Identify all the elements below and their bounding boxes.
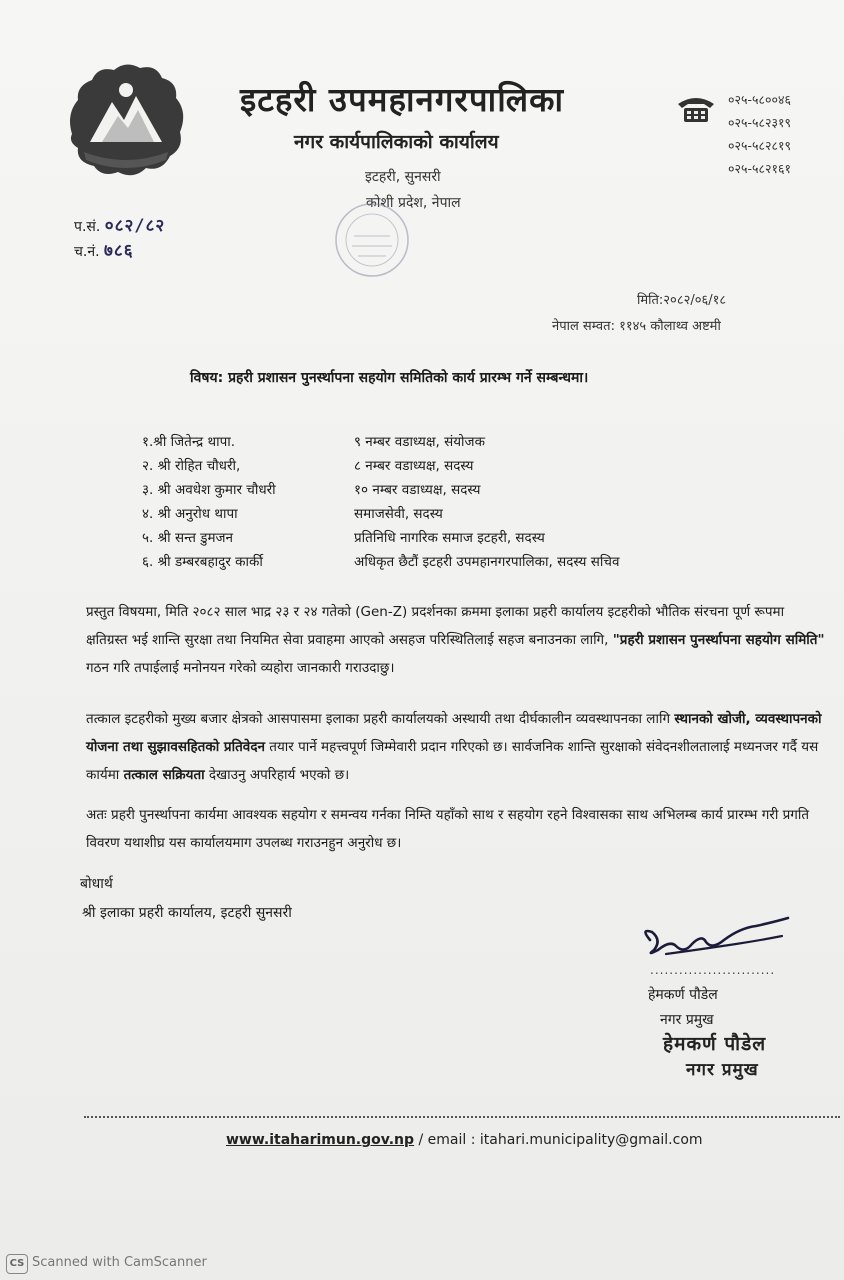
signatory-name: हेमकर्ण पौडेल (648, 987, 718, 1003)
paragraph-emphasis: स्थानको खोजी, व्यवस्थापनको योजना तथा सुझावसहितको प्रतिवेदन (86, 711, 822, 755)
website-link[interactable]: www.itaharimun.gov.np (226, 1132, 415, 1148)
signatory-stamp-name: हेमकर्ण पौडेल (663, 1033, 767, 1055)
ps-value: ०८२/८२ (104, 216, 166, 236)
paragraph-text: प्रस्तुत विषयमा, मिति २०८२ साल भाद्र २३ र २४ गतेको (Gen-Z) प्रदर्शनका क्रममा इलाका प्रहरी कार्यालय इटहरीको भौतिक संरचना पूर्ण रूपमा क्षतिग्रस्त भई शान्ति सुरक्षा तथा नियमित सेवा प्रवाहमा आएको असहज परिस्थितिलाई सहज बनाउनका लागि, (86, 604, 785, 648)
member-name: ३. श्री अवधेश कुमार चौधरी (142, 482, 276, 498)
member-name: २. श्री रोहित चौधरी, (142, 458, 241, 474)
phone-numbers (728, 88, 791, 180)
member-role: ९ नम्बर वडाध्यक्ष, संयोजक (354, 434, 485, 450)
subject-line: विषय: प्रहरी प्रशासन पुनर्स्थापना सहयोग समितिको कार्य प्रारम्भ गर्ने सम्बन्धमा। (190, 370, 589, 386)
paragraph-text: तयार पार्ने महत्त्वपूर्ण जिम्मेवारी प्रदान गरिएको छ। सार्वजनिक शान्ति सुरक्षाको संवेदनशीलतालाई मध्यनजर गर्दै यस कार्यमा (86, 739, 819, 783)
paragraph-text: देखाउनु अपरिहार्य भएको छ। (204, 767, 350, 783)
footer-divider (84, 1116, 840, 1118)
office-name: नगर कार्यपालिकाको कार्यालय (294, 131, 499, 153)
phone-number: ०२५-५८००४६ (728, 92, 792, 107)
member-name: १.श्री जितेन्द्र थापा. (142, 434, 236, 450)
member-name: ५. श्री सन्त डुमजन (142, 530, 234, 546)
signatory-stamp-title: नगर प्रमुख (686, 1060, 759, 1080)
member-role: ८ नम्बर वडाध्यक्ष, सदस्य (354, 458, 474, 474)
member-name: ४. श्री अनुरोध थापा (142, 506, 238, 522)
office-stamp-icon (330, 196, 414, 284)
paragraph-emphasis: तत्काल सक्रियता (123, 767, 205, 783)
body-paragraph-2 (86, 705, 826, 789)
date-nepal-sambat: नेपाल सम्वत: ११४५ कौलाथ्व अष्टमी (552, 319, 721, 334)
reference-numbers (74, 214, 165, 264)
municipality-title: इटहरी उपमहानगरपालिका (240, 80, 565, 119)
ps-label: प.सं. (74, 219, 101, 235)
phone-number: ०२५-५८२८१९ (728, 138, 792, 153)
member-role: प्रतिनिधि नागरिक समाज इटहरी, सदस्य (354, 530, 545, 546)
telephone-icon (676, 94, 716, 124)
cc-label: बोधार्थ (80, 876, 113, 892)
address-line-2: कोशी प्रदेश, नेपाल (366, 195, 461, 211)
cn-value: ७८६ (104, 241, 134, 261)
signatory-title: नगर प्रमुख (660, 1012, 714, 1028)
member-role: १० नम्बर वडाध्यक्ष, सदस्य (354, 482, 481, 498)
paragraph-text: तत्काल इटहरीको मुख्य बजार क्षेत्रको आसपासमा इलाका प्रहरी कार्यालयको अस्थायी तथा दीर्घकालीन व्यवस्थापनका लागि (86, 711, 675, 727)
camscanner-icon: CS (6, 1254, 28, 1274)
body-paragraph-1 (86, 598, 826, 682)
phone-number: ०२५-५८२३१९ (728, 115, 792, 130)
body-paragraph-3: अतः प्रहरी पुनर्स्थापना कार्यमा आवश्यक सहयोग र समन्वय गर्नका निम्ति यहाँको साथ र सहयोग रहने विश्वासका साथ अभिलम्ब कार्य प्रारम्भ गरी प्रगति विवरण यथाशीघ्र यस कार्यालयमाग उपलब्ध गराउनहुन अनुरोध छ। (86, 807, 810, 851)
camscanner-watermark: Scanned with CamScanner (32, 1255, 207, 1270)
cc-recipient: श्री इलाका प्रहरी कार्यालय, इटहरी सुनसरी (82, 905, 292, 921)
cn-label: च.नं. (74, 244, 100, 260)
committee-name: "प्रहरी प्रशासन पुनर्स्थापना सहयोग समिति" (612, 632, 825, 648)
email-text: / email : itahari.municipality@gmail.com (414, 1132, 703, 1148)
date-miti: मिति:२०८२/०६/१८ (637, 293, 727, 308)
signature-line: .......................... (650, 963, 776, 977)
nepal-emblem-icon (62, 56, 190, 184)
footer-contact (226, 1132, 703, 1148)
member-role: समाजसेवी, सदस्य (354, 506, 443, 522)
member-name: ६. श्री डम्बरबहादुर कार्की (142, 554, 263, 570)
paragraph-text: गठन गरि तपाईलाई मनोनयन गरेको व्यहोरा जानकारी गराउदाछु। (86, 660, 395, 676)
address-line-1: इटहरी, सुनसरी (365, 169, 441, 185)
member-role: अधिकृत छैटौं इटहरी उपमहानगरपालिका, सदस्य सचिव (354, 554, 620, 570)
phone-number: ०२५-५८२१६१ (728, 161, 792, 176)
